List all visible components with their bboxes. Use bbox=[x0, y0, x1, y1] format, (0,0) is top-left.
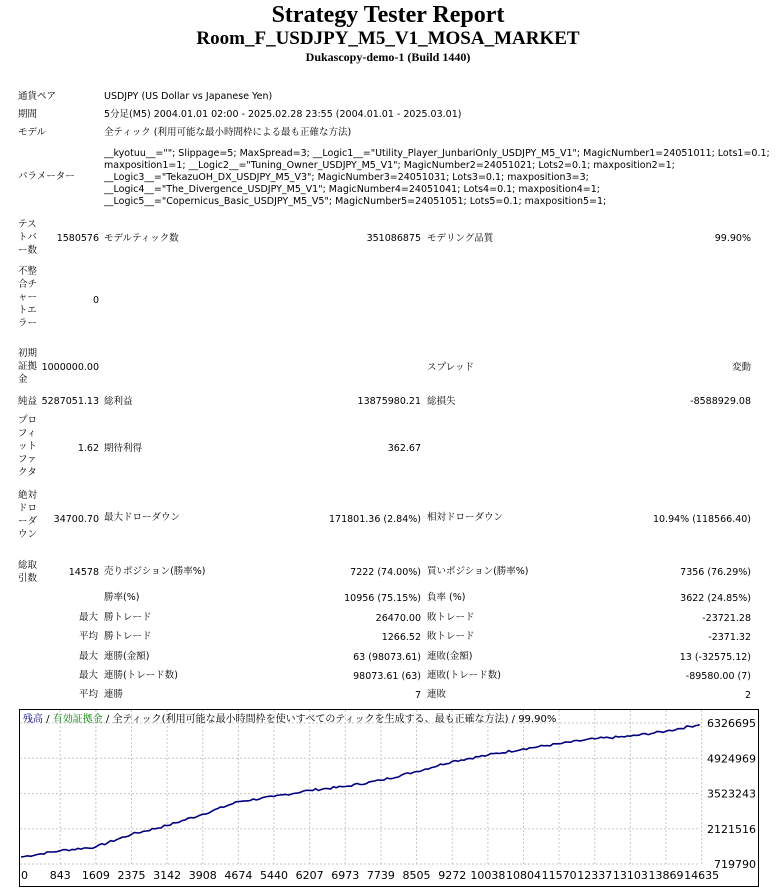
chart-frame bbox=[20, 710, 759, 887]
cons-loss-trades-value: -89580.00 (7) bbox=[685, 671, 751, 682]
avg-win-label: 勝トレード bbox=[104, 631, 152, 642]
rel-dd-value: 10.94% (118566.40) bbox=[652, 514, 751, 525]
short-label: 売りポジション(勝率%) bbox=[104, 566, 206, 577]
expected-label: 期待利得 bbox=[104, 443, 143, 454]
x-tick-label: 14635 bbox=[684, 869, 720, 882]
cons-wins-trades-label: 連勝(トレード数) bbox=[104, 670, 178, 681]
avg-cons-loss-value: 2 bbox=[744, 690, 751, 701]
legend-description: 全ティック(利用可能な最小時間枠を使いすべてのティックを生成する、最も正確な方法) / 99.90% bbox=[112, 714, 557, 725]
bars-label: テストバー数 bbox=[18, 219, 38, 256]
x-tick-label: 12337 bbox=[577, 869, 613, 882]
total-trades-value: 14578 bbox=[68, 567, 99, 578]
model-label: モデル bbox=[18, 127, 47, 138]
cons-wins-amt-value: 63 (98073.61) bbox=[353, 652, 421, 663]
total-trades-label: 総取引数 bbox=[18, 560, 38, 584]
lossrate-value: 3622 (24.85%) bbox=[680, 593, 751, 604]
avg-label: 平均 bbox=[78, 631, 98, 642]
legend-equity: 有効証拠金 bbox=[52, 714, 103, 725]
avg-loss-label: 敗トレード bbox=[427, 631, 475, 642]
pf-label: プロフィットファクタ bbox=[18, 415, 38, 478]
x-tick-label: 3908 bbox=[188, 869, 217, 882]
y-tick-label: 2121516 bbox=[707, 822, 756, 836]
x-tick-label: 3142 bbox=[153, 869, 182, 882]
max-dd-value: 171801.36 (2.84%) bbox=[329, 514, 421, 525]
gross-loss-label: 総損失 bbox=[427, 396, 456, 407]
x-tick-label: 10038 bbox=[470, 869, 506, 882]
expected-value: 362.67 bbox=[387, 443, 421, 454]
cons-loss-amt-value: 13 (-32575.12) bbox=[679, 652, 751, 663]
cons-loss-amt-label: 連敗(金額) bbox=[427, 651, 473, 662]
model-value: 全ティック (利用可能な最小時間枠による最も正確な方法) bbox=[104, 127, 352, 138]
x-tick-label: 2375 bbox=[117, 869, 146, 882]
long-value: 7356 (76.29%) bbox=[680, 567, 751, 578]
ticks-value: 351086875 bbox=[366, 233, 421, 244]
params-label: パラメーター bbox=[18, 171, 75, 182]
y-tick-label: 719790 bbox=[714, 858, 756, 871]
mismatch-label: 不整合チャートエラー bbox=[18, 266, 38, 329]
server-name: Dukascopy-demo-1 (Build 1440) bbox=[305, 50, 471, 64]
largest-win-value: 26470.00 bbox=[375, 613, 421, 624]
chart-legend bbox=[23, 712, 556, 725]
rel-dd-label: 相対ドローダウン bbox=[427, 512, 504, 523]
legend-balance: 残高 bbox=[23, 714, 43, 725]
y-tick-label: 3523243 bbox=[707, 787, 756, 801]
report-title: Strategy Tester Report bbox=[271, 2, 505, 28]
spread-value: 変動 bbox=[731, 362, 751, 373]
pair-label: 通貨ペア bbox=[18, 91, 57, 102]
params-line: maxposition1=1; __Logic2__="Tuning_Owner_USDJPY_M5_V1"; MagicNumber2=24051021; Lots2=0.1; maxposition2=1; bbox=[104, 160, 675, 171]
short-value: 7222 (74.00%) bbox=[350, 567, 421, 578]
mismatch-value: 0 bbox=[92, 295, 99, 306]
legend-separator: / bbox=[43, 714, 53, 725]
quality-value: 99.90% bbox=[714, 233, 751, 244]
abs-dd-label: 絶対ドローダウン bbox=[18, 490, 38, 540]
x-tick-label: 1609 bbox=[81, 869, 110, 882]
deposit-label: 初期証拠金 bbox=[18, 348, 38, 385]
avg-label: 平均 bbox=[78, 689, 98, 700]
largest-loss-label: 敗トレード bbox=[427, 612, 475, 623]
largest-loss-value: -23721.28 bbox=[702, 613, 751, 624]
report-subtitle: Room_F_USDJPY_M5_V1_MOSA_MARKET bbox=[196, 28, 580, 49]
avg-win-value: 1266.52 bbox=[381, 632, 421, 643]
x-tick-label: 6973 bbox=[331, 869, 360, 882]
period-value: 5分足(M5) 2004.01.01 02:00 - 2025.02.28 23:55 (2004.01.01 - 2025.03.01) bbox=[104, 109, 462, 120]
lossrate-label: 負率 (%) bbox=[427, 592, 466, 603]
long-label: 買いポジション(勝率%) bbox=[427, 566, 529, 577]
ticks-label: モデルティック数 bbox=[104, 233, 179, 244]
period-label: 期間 bbox=[18, 109, 38, 120]
x-tick-label: 843 bbox=[49, 869, 71, 882]
balance-chart-svg bbox=[19, 709, 759, 887]
winrate-value: 10956 (75.15%) bbox=[344, 593, 421, 604]
x-tick-label: 6207 bbox=[295, 869, 324, 882]
x-tick-label: 13869 bbox=[648, 869, 684, 882]
avg-loss-value: -2371.32 bbox=[708, 632, 751, 643]
deposit-value: 1000000.00 bbox=[41, 362, 99, 373]
y-tick-label: 4924969 bbox=[707, 752, 756, 766]
cons-wins-amt-label: 連勝(金額) bbox=[104, 651, 150, 662]
balance-chart bbox=[19, 709, 759, 887]
max-label: 最大 bbox=[78, 612, 98, 623]
params-line: __kyotuu__=""; Slippage=5; MaxSpread=3; __Logic1__="Utility_Player_JunbariOnly_USDJPY_M5_V1"; MagicNumber1=24051011; Lots1=0.1; bbox=[104, 148, 770, 159]
largest-win-label: 勝トレード bbox=[104, 612, 152, 623]
winrate-label: 勝率(%) bbox=[104, 592, 140, 603]
x-tick-label: 0 bbox=[21, 869, 28, 882]
y-tick-label: 6326695 bbox=[707, 717, 756, 730]
params-line: __Logic5__="Copernicus_Basic_USDJPY_M5_V5"; MagicNumber5=24051051; Lots5=0.1; maxposition5=1; bbox=[104, 196, 607, 207]
x-tick-label: 8505 bbox=[402, 869, 431, 882]
x-tick-label: 13103 bbox=[612, 869, 648, 882]
abs-dd-value: 34700.70 bbox=[53, 514, 99, 525]
params-line: __Logic3__="TekazuOH_DX_USDJPY_M5_V3"; MagicNumber3=24051031; Lots3=0.1; maxposition3=3; bbox=[104, 172, 589, 183]
params-line: __Logic4__="The_Divergence_USDJPY_M5_V1"; MagicNumber4=24051041; Lots4=0.1; maxposition4=1; bbox=[104, 184, 600, 195]
pair-value: USDJPY (US Dollar vs Japanese Yen) bbox=[104, 91, 273, 102]
x-tick-label: 5440 bbox=[260, 869, 289, 882]
x-tick-label: 10804 bbox=[505, 869, 541, 882]
avg-cons-loss-label: 連敗 bbox=[427, 689, 447, 700]
cons-wins-trades-value: 98073.61 (63) bbox=[353, 671, 421, 682]
gross-profit-label: 総利益 bbox=[104, 396, 133, 407]
x-tick-label: 7739 bbox=[366, 869, 395, 882]
quality-label: モデリング品質 bbox=[427, 233, 494, 244]
max-label: 最大 bbox=[78, 651, 98, 662]
avg-cons-wins-value: 7 bbox=[414, 690, 421, 701]
gross-loss-value: -8588929.08 bbox=[690, 396, 751, 407]
max-label: 最大 bbox=[78, 670, 98, 681]
bars-value: 1580576 bbox=[56, 233, 99, 244]
net-label: 純益 bbox=[18, 396, 38, 407]
x-tick-label: 11570 bbox=[541, 869, 577, 882]
net-value: 5287051.13 bbox=[41, 396, 99, 407]
legend-separator: / bbox=[102, 714, 113, 725]
gross-profit-value: 13875980.21 bbox=[357, 396, 421, 407]
cons-loss-trades-label: 連敗(トレード数) bbox=[427, 670, 501, 681]
x-tick-label: 9272 bbox=[438, 869, 467, 882]
avg-cons-wins-label: 連勝 bbox=[104, 689, 124, 700]
spread-label: スプレッド bbox=[427, 362, 475, 373]
pf-value: 1.62 bbox=[77, 443, 99, 454]
x-tick-label: 4674 bbox=[224, 869, 253, 882]
max-dd-label: 最大ドローダウン bbox=[104, 512, 181, 523]
